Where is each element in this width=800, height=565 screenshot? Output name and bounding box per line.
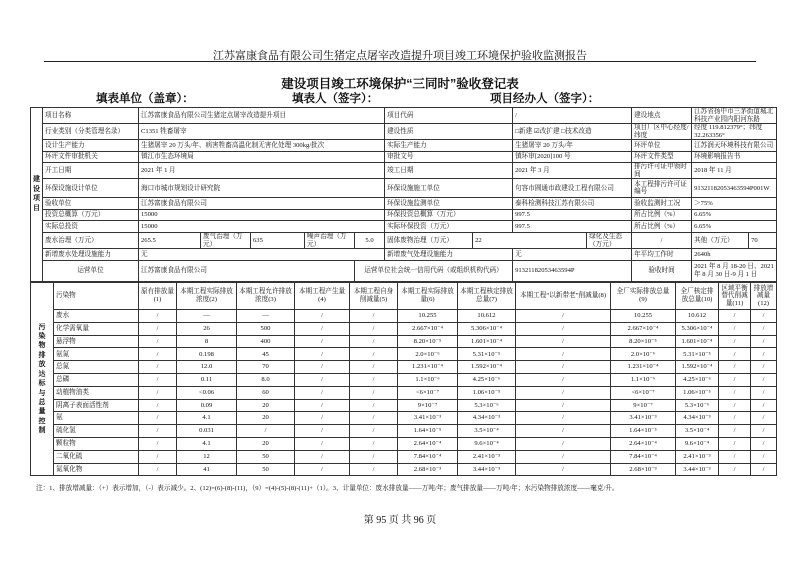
project-code-value: /	[513, 108, 632, 124]
start-value: 2021 年 1 月	[139, 163, 385, 179]
pollution-cell: /	[139, 399, 177, 412]
table-row	[31, 463, 777, 476]
pollution-cell: /	[295, 322, 350, 335]
pollution-cell: 9.6×10⁻⁴	[676, 437, 719, 450]
pollution-cell: /	[350, 310, 398, 323]
table-row	[31, 399, 777, 412]
pollution-cell: 2.667×10⁻⁴	[398, 322, 458, 335]
center-label: 项目厂区中心经度/纬度	[632, 124, 692, 140]
pollution-cell: 5.3×10⁻⁶	[676, 399, 719, 412]
pollution-cell: /	[139, 310, 177, 323]
new-water-value: 无	[139, 249, 385, 261]
pollution-cell: /	[751, 322, 777, 335]
project-name-label: 项目名称	[43, 108, 139, 124]
pollution-cell: /	[139, 361, 177, 374]
pollution-cell: 70	[237, 361, 295, 374]
pollution-cell: /	[295, 373, 350, 386]
pollution-cell: 1.601×10⁻⁴	[458, 335, 516, 348]
pollution-cell: /	[350, 437, 398, 450]
pollution-cell: /	[719, 373, 751, 386]
pollution-cell: 8.20×10⁻⁵	[398, 335, 458, 348]
complete-label: 竣工日期	[385, 163, 513, 179]
monitor-org-label: 环保设施监测单位	[385, 198, 513, 210]
pollution-cell: <0.06	[177, 386, 237, 399]
pollution-cell: /	[719, 450, 751, 463]
table-row	[31, 335, 777, 348]
pollution-cell: 10.255	[611, 310, 676, 323]
pollution-cell: /	[350, 399, 398, 412]
pollution-cell: /	[295, 310, 350, 323]
pollution-cell: 9.6×10⁻⁴	[458, 437, 516, 450]
project-name-value: 江苏富康食品有限公司生猪定点屠宰改造提升项目	[139, 108, 385, 124]
pollutant-name: 悬浮物	[54, 335, 139, 348]
pollution-cell: /	[295, 386, 350, 399]
pollution-cell: 26	[177, 322, 237, 335]
pollution-cell: /	[751, 310, 777, 323]
operator-value: 江苏富康食品有限公司	[139, 260, 355, 281]
pollution-cell: 8.0	[237, 373, 295, 386]
pollution-cell: /	[719, 425, 751, 438]
pollution-cell: 3.44×10⁻³	[676, 463, 719, 476]
invest-actual-value: 15000	[139, 221, 385, 233]
pollution-cell: /	[719, 399, 751, 412]
page-number: 第 95 页 共 96 页	[363, 515, 437, 526]
col-header: 本期工程实际排放量(6)	[398, 283, 458, 310]
approval-no-value: 镇环审[2020]100 号	[513, 151, 632, 163]
fill-person-label: 填表人（签字）：	[292, 93, 379, 105]
pollutant-name: 动植物油类	[54, 386, 139, 399]
pollution-cell: 60	[237, 386, 295, 399]
pollution-cell: 4.34×10⁻³	[676, 412, 719, 425]
pollution-cell: 5.306×10⁻⁴	[458, 322, 516, 335]
pollutant-name: 氨氮	[54, 348, 139, 361]
pollution-cell: /	[350, 425, 398, 438]
pollution-cell: /	[516, 412, 611, 425]
pollution-cell: /	[719, 437, 751, 450]
col-header: 本期工程产生量(4)	[295, 283, 350, 310]
table-row	[31, 450, 777, 463]
credit-value: 91321182053463594P	[513, 260, 632, 281]
eia-org-label: 环评单位	[632, 140, 692, 152]
table-row	[31, 437, 777, 450]
acceptor-value: 江苏富康食品有限公司	[139, 198, 385, 210]
env-invest-actual-value: 997.5	[513, 221, 632, 233]
env-design-label: 环保设施设计单位	[43, 179, 139, 198]
pollution-cell: 50	[237, 450, 295, 463]
pollution-cell: /	[516, 386, 611, 399]
invest-actual-label: 实际总投资	[43, 221, 139, 233]
table-row	[31, 322, 777, 335]
pollution-cell: 3.5×10⁻⁴	[676, 425, 719, 438]
ratio1-label: 所占比例（%）	[632, 209, 692, 221]
pollution-cell: /	[516, 322, 611, 335]
pollution-cell: /	[350, 386, 398, 399]
solid-cost-value: 22	[473, 232, 587, 248]
pollution-cell: /	[516, 425, 611, 438]
pollution-cell: 4.1	[177, 437, 237, 450]
location-value: 江苏省扬中市三茅街道城北科技产业园内阳河东路	[692, 108, 777, 124]
pollution-cell: /	[295, 335, 350, 348]
pollution-cell: /	[751, 361, 777, 374]
pollution-cell: /	[719, 335, 751, 348]
eia-org-value: 江苏润天环境科技有限公司	[692, 140, 777, 152]
pollution-cell: 2.68×10⁻³	[611, 463, 676, 476]
pollution-cell: 10.612	[676, 310, 719, 323]
new-water-label: 新增废水处理设施能力	[43, 249, 139, 261]
noise-cost-value: 5.0	[355, 232, 385, 248]
build-info-table	[30, 107, 777, 282]
table-row	[31, 425, 777, 438]
header-rule	[44, 61, 756, 62]
col-header: 本期工程自身削减量(5)	[350, 283, 398, 310]
table-row	[31, 373, 777, 386]
hours-label: 年平均工作时	[632, 249, 692, 261]
manager-label: 项目经办人（签字）：	[490, 93, 600, 105]
pollution-cell: /	[350, 412, 398, 425]
eia-type-label: 环评文件类型	[632, 151, 692, 163]
col-header: 污染物	[54, 283, 139, 310]
pollution-cell: /	[350, 361, 398, 374]
pollution-cell: 2.41×10⁻³	[458, 450, 516, 463]
nature-label: 建设性质	[385, 124, 513, 140]
env-design-value: 海口市城市规划设计研究院	[139, 179, 385, 198]
pollution-cell: 2.0×10⁻⁶	[611, 348, 676, 361]
pollution-cell: 1.64×10⁻⁵	[611, 425, 676, 438]
pollution-cell: /	[295, 463, 350, 476]
col-header: 本期工程实际排放浓度(2)	[177, 283, 237, 310]
actual-cap-value: 生猪屠宰 20 万头/年	[513, 140, 632, 152]
condition-value: ＞75%	[692, 198, 777, 210]
pollution-cell: /	[139, 412, 177, 425]
pollution-cell: /	[751, 463, 777, 476]
pollution-cell: 3.41×10⁻³	[611, 412, 676, 425]
form-title: 建设项目竣工环境保护“三同时”验收登记表	[281, 77, 519, 91]
gas-cost-value: 635	[251, 232, 305, 248]
env-build-label: 环保设施施工单位	[385, 179, 513, 198]
pollution-cell: /	[751, 437, 777, 450]
pollution-cell: /	[751, 335, 777, 348]
pollution-cell: 4.25×10⁻⁶	[458, 373, 516, 386]
pollution-cell: 10.612	[458, 310, 516, 323]
pollution-cell: /	[350, 322, 398, 335]
env-invest-plan-value: 997.5	[513, 209, 632, 221]
permit-no-label: 本工程排污许可证编号	[632, 179, 692, 198]
pollution-cell: /	[751, 348, 777, 361]
pollution-cell: 2.64×10⁻⁴	[611, 437, 676, 450]
pollution-cell: /	[350, 335, 398, 348]
location-label: 建设地点	[632, 108, 692, 124]
pollutant-name: 二氧化硫	[54, 450, 139, 463]
condition-label: 验收监测时工况	[632, 198, 692, 210]
fill-unit-label: 填表单位（盖章）：	[96, 93, 194, 105]
pollution-cell: 5.31×10⁻⁵	[458, 348, 516, 361]
pollution-cell: —	[237, 310, 295, 323]
green-cost-label: 绿化及生态（万元）	[587, 232, 632, 248]
pollution-cell: 1.231×10⁻⁴	[611, 361, 676, 374]
env-invest-plan-label: 环保投资总概算（万元）	[385, 209, 513, 221]
pollution-cell: 0.031	[177, 425, 237, 438]
acceptor-label: 验收单位	[43, 198, 139, 210]
pollution-cell: 5.3×10⁻⁶	[458, 399, 516, 412]
pollution-cell: 4.25×10⁻⁶	[676, 373, 719, 386]
col-header: 原有排放量(1)	[139, 283, 177, 310]
pollution-cell: 20	[237, 399, 295, 412]
pollution-cell: 1.06×10⁻⁵	[458, 386, 516, 399]
col-header: 区域平衡替代削减量(11)	[719, 283, 751, 310]
pollution-cell: 1.1×10⁻⁶	[398, 373, 458, 386]
footnote: 注：1、排放增减量：（+）表示增加，（-）表示减少。2、(12)=(6)-(8)-(11)，（9）=(4)-(5)-(8)-(11)+（1）。3、计量单位：废水排放量——万吨/年；废气排放量——万吨/年；水污染物排放浓度——毫克/升。	[36, 485, 619, 492]
pollution-cell: /	[516, 373, 611, 386]
permit-date-label: 排污许可证申领时间	[632, 163, 692, 179]
pollution-cell: 2.0×10⁻⁶	[398, 348, 458, 361]
new-gas-label: 新增废气处理设施能力	[385, 249, 513, 261]
permit-date-value: 2018 年 11 月	[692, 163, 777, 179]
pollution-cell: /	[751, 425, 777, 438]
pollution-table	[30, 282, 777, 476]
pollution-cell: /	[751, 373, 777, 386]
design-cap-label: 设计生产能力	[43, 140, 139, 152]
pollution-cell: /	[295, 361, 350, 374]
accept-time-label: 验收时间	[632, 260, 692, 281]
table-row	[31, 386, 777, 399]
pollution-cell: /	[139, 386, 177, 399]
pollution-cell: /	[751, 386, 777, 399]
hours-value: 2640h	[692, 249, 777, 261]
col-header: 全厂实际排放总量(9)	[611, 283, 676, 310]
col-header: 全厂核定排放总量(10)	[676, 283, 719, 310]
pollution-cell: 5.31×10⁻⁵	[676, 348, 719, 361]
pollution-cell: /	[139, 322, 177, 335]
table-row	[31, 412, 777, 425]
approval-no-label: 审批文号	[385, 151, 513, 163]
complete-value: 2021 年 3 月	[513, 163, 632, 179]
ratio1-value: 6.65%	[692, 209, 777, 221]
pollution-cell: /	[516, 310, 611, 323]
pollution-cell: /	[516, 399, 611, 412]
permit-no-value: 91321182053463594P001W	[692, 179, 777, 198]
pollution-cell: /	[237, 425, 295, 438]
new-gas-value: 无	[513, 249, 632, 261]
pollution-cell: /	[516, 361, 611, 374]
pollution-cell: /	[295, 425, 350, 438]
monitor-org-value: 泰科检测科技江苏有限公司	[513, 198, 632, 210]
col-header: 本期工程核定排放总量(7)	[458, 283, 516, 310]
pollution-cell: /	[719, 348, 751, 361]
pollution-cell: /	[139, 335, 177, 348]
pollution-cell: 10.255	[398, 310, 458, 323]
pollution-cell: 1.1×10⁻⁶	[611, 373, 676, 386]
pollution-cell: /	[516, 335, 611, 348]
pollution-cell: 1.64×10⁻⁵	[398, 425, 458, 438]
pollution-cell: /	[516, 348, 611, 361]
pollutant-name: 总磷	[54, 373, 139, 386]
pollution-cell: /	[719, 361, 751, 374]
pollution-cell: 7.84×10⁻⁴	[611, 450, 676, 463]
pollution-cell: /	[350, 463, 398, 476]
pollution-cell: /	[139, 373, 177, 386]
pollution-cell: /	[719, 386, 751, 399]
other-cost-value: 70	[749, 232, 777, 248]
pollution-cell: /	[295, 437, 350, 450]
noise-cost-label: 噪声治理（万元）	[305, 232, 355, 248]
pollution-cell: /	[295, 412, 350, 425]
page-header: 江苏富康食品有限公司生猪定点屠宰改造提升项目竣工环境保护验收监测报告	[213, 50, 587, 62]
invest-plan-label: 投资总概算（万元）	[43, 209, 139, 221]
pollution-cell: /	[751, 399, 777, 412]
pollution-cell: 500	[237, 322, 295, 335]
nature-value: □新建 ☑改扩建 □技术改造	[513, 124, 632, 140]
actual-cap-label: 实际生产能力	[385, 140, 513, 152]
accept-time-value: 2021 年 8 月 18-20 日、2021 年 8 月 30 日-9 月 1 日	[692, 260, 777, 281]
pollution-cell: /	[719, 310, 751, 323]
pollution-cell: 3.41×10⁻³	[398, 412, 458, 425]
water-cost-value: 265.5	[139, 232, 201, 248]
side-label-pollution: 污染物排放达标与总量控制	[31, 283, 54, 476]
pollutant-name: 氨	[54, 412, 139, 425]
pollution-header-row	[31, 283, 777, 310]
start-label: 开工日期	[43, 163, 139, 179]
pollution-cell: /	[719, 322, 751, 335]
pollution-cell: /	[139, 437, 177, 450]
pollution-cell: 8	[177, 335, 237, 348]
water-cost-label: 废水治理（万元）	[43, 232, 139, 248]
design-cap-value: 生猪屠宰 20 万头/年、病害牲畜高温化制无害化处理 300kg/批次	[139, 140, 385, 152]
pollution-cell: 4.34×10⁻³	[458, 412, 516, 425]
pollution-cell: 9×10⁻⁷	[611, 399, 676, 412]
pollution-cell: /	[516, 463, 611, 476]
pollution-cell: 7.84×10⁻⁴	[398, 450, 458, 463]
pollution-cell: /	[719, 463, 751, 476]
pollution-cell: 3.44×10⁻³	[458, 463, 516, 476]
pollution-cell: /	[719, 412, 751, 425]
pollution-cell: /	[751, 412, 777, 425]
pollution-cell: /	[751, 450, 777, 463]
gas-cost-label: 废气治理（万元）	[201, 232, 251, 248]
pollution-cell: /	[139, 450, 177, 463]
pollution-cell: /	[295, 399, 350, 412]
pollution-cell: /	[516, 437, 611, 450]
industry-label: 行业类别（分类管理名录）	[43, 124, 139, 140]
pollution-cell: 45	[237, 348, 295, 361]
pollution-cell: 50	[237, 463, 295, 476]
pollutant-name: 颗粒物	[54, 437, 139, 450]
pollution-cell: /	[295, 450, 350, 463]
pollution-cell: 0.198	[177, 348, 237, 361]
pollution-cell: 8.20×10⁻⁵	[611, 335, 676, 348]
pollution-cell: /	[139, 463, 177, 476]
pollution-cell: 400	[237, 335, 295, 348]
project-code-label: 项目代码	[385, 108, 513, 124]
col-header: 本期工程“以新带老”削减量(8)	[516, 283, 611, 310]
pollution-cell: /	[139, 425, 177, 438]
pollution-cell: 0.09	[177, 399, 237, 412]
pollution-cell: 2.667×10⁻⁴	[611, 322, 676, 335]
green-cost-value: /	[632, 232, 692, 248]
ratio2-label: 所占比例（%）	[632, 221, 692, 233]
pollution-cell: 4.1	[177, 412, 237, 425]
eia-approver-label: 环评文件审批机关	[43, 151, 139, 163]
pollution-cell: 12	[177, 450, 237, 463]
pollution-cell: 9×10⁻⁷	[398, 399, 458, 412]
pollution-cell: 1.06×10⁻⁵	[676, 386, 719, 399]
side-label-build: 建设项目	[31, 108, 43, 282]
solid-cost-label: 固体废物治理（万元）	[385, 232, 473, 248]
pollution-cell: 1.592×10⁻⁴	[458, 361, 516, 374]
table-row	[31, 310, 777, 323]
pollution-cell: /	[516, 450, 611, 463]
pollution-cell: 2.64×10⁻⁴	[398, 437, 458, 450]
table-row	[31, 361, 777, 374]
eia-approver-value: 镇江市生态环境局	[139, 151, 385, 163]
env-invest-actual-label: 实际环保投资（万元）	[385, 221, 513, 233]
other-cost-label: 其他（万元）	[692, 232, 749, 248]
pollutant-name: 总氮	[54, 361, 139, 374]
col-header: 排放增减量(12)	[751, 283, 777, 310]
pollution-cell: 20	[237, 437, 295, 450]
col-header: 本期工程允许排放浓度(3)	[237, 283, 295, 310]
eia-type-value: 环境影响报告书	[692, 151, 777, 163]
pollution-cell: <6×10⁻⁷	[398, 386, 458, 399]
pollution-cell: —	[177, 310, 237, 323]
pollution-cell: 41	[177, 463, 237, 476]
pollution-cell: 2.68×10⁻³	[398, 463, 458, 476]
credit-label: 运营单位社会统一信用代码（或组织机构代码）	[355, 260, 513, 281]
pollution-cell: 1.601×10⁻⁴	[676, 335, 719, 348]
ratio2-value: 6.65%	[692, 221, 777, 233]
operator-label: 运营单位	[43, 260, 139, 281]
pollutant-name: 硫化氢	[54, 425, 139, 438]
pollution-cell: /	[350, 450, 398, 463]
industry-value: C1351 牲畜屠宰	[139, 124, 385, 140]
pollution-cell: 1.231×10⁻⁴	[398, 361, 458, 374]
pollutant-name: 氮氧化物	[54, 463, 139, 476]
pollution-cell: /	[295, 348, 350, 361]
pollution-cell: <6×10⁻⁷	[611, 386, 676, 399]
pollution-cell: /	[350, 373, 398, 386]
pollution-cell: 2.41×10⁻³	[676, 450, 719, 463]
pollution-cell: 1.592×10⁻⁴	[676, 361, 719, 374]
pollution-cell: 0.11	[177, 373, 237, 386]
pollution-cell: 5.306×10⁻⁴	[676, 322, 719, 335]
pollution-cell: 12.0	[177, 361, 237, 374]
pollution-cell: /	[350, 348, 398, 361]
pollution-cell: 3.5×10⁻⁴	[458, 425, 516, 438]
pollutant-name: 化学需氧量	[54, 322, 139, 335]
pollution-cell: /	[139, 348, 177, 361]
env-build-value: 句容市圆通市政建设工程有限公司	[513, 179, 632, 198]
invest-plan-value: 15000	[139, 209, 385, 221]
table-row	[31, 348, 777, 361]
pollutant-name: 阴离子表面活性剂	[54, 399, 139, 412]
center-value: 经度 119.812379°；纬度 32.263356°	[692, 124, 777, 140]
pollution-cell: 20	[237, 412, 295, 425]
pollutant-name: 废水	[54, 310, 139, 323]
